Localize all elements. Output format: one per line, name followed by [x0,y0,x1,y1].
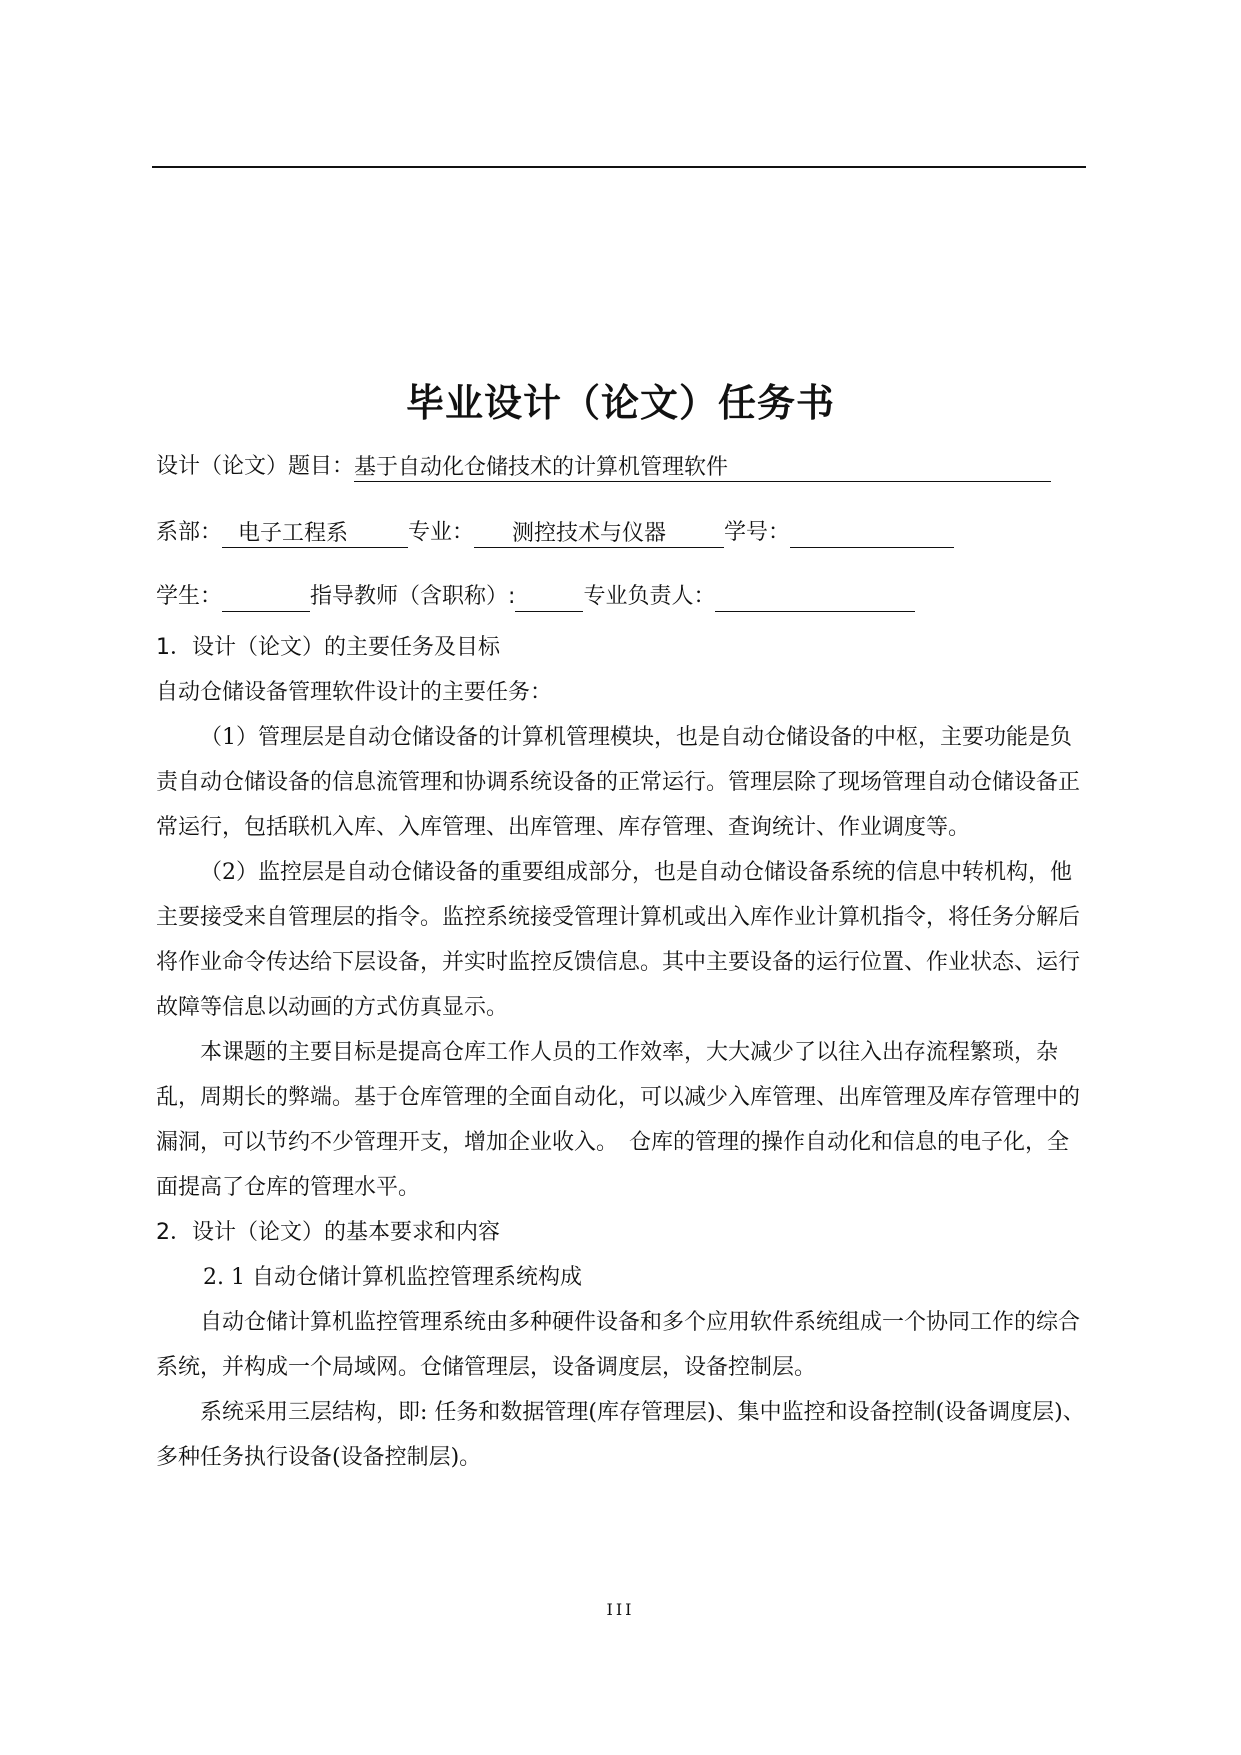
document-body [156,625,1086,1480]
section2-paragraph: 系统采用三层结构，即: 任务和数据管理(库存管理层)、集中监控和设备控制(设备调度层)、多种任务执行设备(设备控制层)。 [156,1400,1085,1470]
student-label: 学生： [156,584,223,609]
student-value [222,611,310,612]
section1-paragraph: 本课题的主要目标是提高仓库工作人员的工作效率，大大减少了以往入出存流程繁琐，杂乱，周期长的弊端。基于仓库管理的全面自动化，可以减少入库管理、出库管理及库存管理中的漏洞，可以节约不少管理开支，增加企业收入。 仓库的管理的操作自动化和信息的电子化，全面提高了仓库的管理水平。 [156,1040,1081,1200]
major-label: 专业： [408,520,475,545]
head-label: 专业负责人： [583,584,716,609]
section1-paragraph: （2）监控层是自动仓储设备的重要组成部分，也是自动仓储设备系统的信息中转机构，他主要接受来自管理层的指令。监控系统接受管理计算机或出入库作业计算机指令，将任务分解后将作业命令传达给下层设备，并实时监控反馈信息。其中主要设备的运行位置、作业状态、运行故障等信息以动画的方式仿真显示。 [156,860,1081,1020]
topic-field [156,452,1051,482]
dept-major-field [156,518,954,548]
topic-label: 设计（论文）题目： [156,454,355,479]
major-value: 测控技术与仪器 [474,521,724,548]
student-advisor-field [156,582,915,612]
page-number: III [606,1600,635,1619]
section2-sub-heading: 2. 1 自动仓储计算机监控管理系统构成 [203,1265,582,1290]
section2-heading: 2．设计（论文）的基本要求和内容 [156,1220,500,1245]
header-rule [152,166,1086,168]
document-title: 毕业设计（论文）任务书 [405,381,835,425]
head-value [715,611,915,612]
section1-heading: 1．设计（论文）的主要任务及目标 [156,635,500,660]
advisor-value [515,611,583,612]
section1-intro: 自动仓储设备管理软件设计的主要任务： [156,680,553,705]
student-id-value [790,547,954,548]
advisor-label: 指导教师（含职称）: [310,584,516,609]
topic-value: 基于自动化仓储技术的计算机管理软件 [354,455,1051,482]
dept-label: 系部： [156,520,223,545]
student-id-label: 学号： [724,520,791,545]
section1-paragraph: （1）管理层是自动仓储设备的计算机管理模块，也是自动仓储设备的中枢，主要功能是负责自动仓储设备的信息流管理和协调系统设备的正常运行。管理层除了现场管理自动仓储设备正常运行，包括联机入库、入库管理、出库管理、库存管理、查询统计、作业调度等。 [156,725,1081,840]
section2-paragraph: 自动仓储计算机监控管理系统由多种硬件设备和多个应用软件系统组成一个协同工作的综合系统，并构成一个局域网。仓储管理层，设备调度层，设备控制层。 [156,1310,1081,1380]
dept-value: 电子工程系 [222,521,408,548]
